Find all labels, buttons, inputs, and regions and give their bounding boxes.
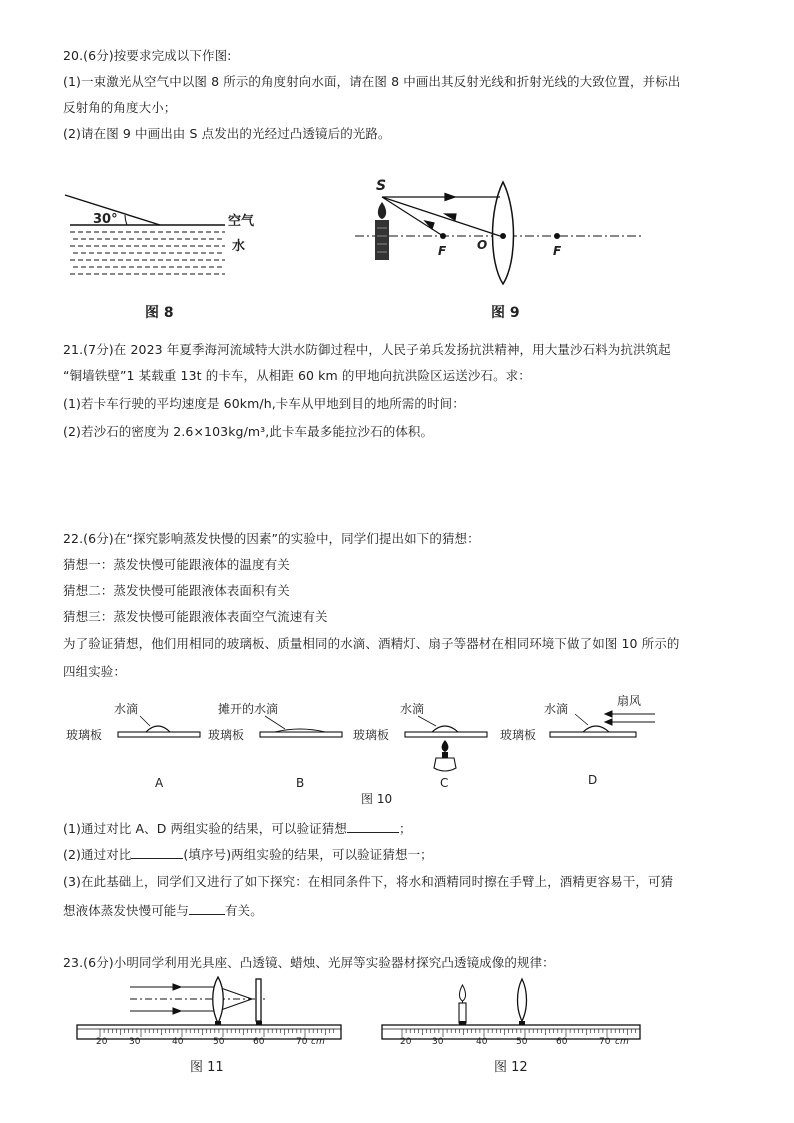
- q22-line6: 四组实验：: [63, 664, 127, 679]
- fig10-d-plate: 玻璃板: [500, 728, 537, 742]
- fig12-tick: 70: [599, 1037, 611, 1047]
- q22-q1-text: (1)通过对比 A、D 两组实验的结果，可以验证猜想: [63, 821, 347, 836]
- answer-blank[interactable]: [189, 902, 225, 915]
- q22-q3-pre: 想液体蒸发快慢可能与: [63, 903, 190, 918]
- fig10-c-plate: 玻璃板: [353, 728, 390, 742]
- fig12-caption: 图 12: [494, 1060, 528, 1075]
- fig10-b-drop: 摊开的水滴: [218, 702, 279, 716]
- light-screen: [256, 979, 261, 1021]
- fig11-tick: 70: [296, 1037, 308, 1047]
- fig10-b-label: B: [296, 776, 305, 790]
- candle: [459, 1003, 466, 1023]
- fig12-tick: 30: [432, 1037, 444, 1047]
- q22-guess3: 猜想三：蒸发快慢可能跟液体表面空气流速有关: [63, 609, 328, 624]
- fig12-unit: cm: [615, 1037, 629, 1047]
- fig10-d-label: D: [588, 773, 598, 787]
- q22-line5: 为了验证猜想，他们用相同的玻璃板、质量相同的水滴、酒精灯、扇子等器材在相同环境下做了如图 10 所示的: [63, 636, 680, 651]
- fig11-tick: 20: [96, 1037, 108, 1047]
- q22-question2: [63, 846, 433, 863]
- q22-q1-end: ；: [398, 821, 412, 836]
- q21-part2: (2)若沙石的密度为 2.6×103kg/m³,此卡车最多能拉沙石的体积。: [63, 424, 434, 439]
- q21-part1: (1)若卡车行驶的平均速度是 60km/h,卡车从甲地到目的地所需的时间：: [63, 396, 465, 411]
- drop-a: [146, 726, 170, 732]
- drop-d: [583, 726, 609, 732]
- fan-wind-arrows: [605, 711, 655, 725]
- candle-flame: [459, 985, 465, 1001]
- q22-question1: [63, 820, 412, 837]
- fig10-c-label: C: [440, 776, 449, 790]
- q21-line1: 21.(7分)在 2023 年夏季海河流域特大洪水防御过程中，人民子弟兵发扬抗洪精神，用大量沙石料为抗洪筑起: [63, 342, 671, 357]
- figure-8: [65, 185, 260, 285]
- fig11-tick: 30: [129, 1037, 141, 1047]
- fig8-water-label: 水: [232, 239, 246, 254]
- q22-question3-line2: [63, 902, 263, 919]
- q23-line1: 23.(6分)小明同学利用光具座、凸透镜、蜡烛、光屏等实验器材探究凸透镜成像的规律：: [63, 955, 555, 970]
- fig10-a-plate: 玻璃板: [66, 728, 103, 742]
- fig8-caption: 图 8: [145, 305, 174, 321]
- plate-c: [405, 732, 487, 737]
- fig11-tick: 40: [172, 1037, 184, 1047]
- fig11-caption: 图 11: [190, 1060, 224, 1075]
- q22-line1: 22.(6分)在“探究影响蒸发快慢的因素”的实验中，同学们提出如下的猜想：: [63, 531, 480, 546]
- fig10-d-fan: 扇风: [617, 694, 642, 708]
- plate-a: [118, 732, 200, 737]
- candle-flame: [378, 202, 386, 219]
- q22-guess2: 猜想二：蒸发快慢可能跟液体表面积有关: [63, 583, 290, 598]
- fig10-a-label: A: [155, 776, 164, 790]
- fig8-angle-label: 30°: [93, 212, 118, 227]
- fig8-air-label: 空气: [228, 214, 255, 229]
- water-hatching: [70, 232, 225, 274]
- candle-body: [375, 220, 389, 260]
- fig12-tick: 40: [476, 1037, 488, 1047]
- q22-q2-post: (填序号)两组实验的结果，可以验证猜想一；: [183, 847, 433, 862]
- fig9-s-label: S: [376, 178, 387, 194]
- fig12-tick: 20: [400, 1037, 412, 1047]
- fig11-tick: 50: [213, 1037, 225, 1047]
- answer-blank[interactable]: [131, 846, 183, 859]
- fig9-f2-label: F: [553, 244, 562, 258]
- answer-blank[interactable]: [347, 820, 399, 833]
- fig9-o-label: O: [477, 238, 488, 252]
- fig10-caption: 图 10: [361, 792, 393, 806]
- q22-guess1: 猜想一：蒸发快慢可能跟液体的温度有关: [63, 557, 290, 572]
- plate-d: [550, 732, 636, 737]
- fig10-b-plate: 玻璃板: [208, 728, 245, 742]
- fig10-d-drop: 水滴: [544, 702, 569, 716]
- fig10-c-drop: 水滴: [400, 702, 425, 716]
- fig12-tick: 60: [556, 1037, 568, 1047]
- plate-b: [260, 732, 342, 737]
- q22-q2-pre: (2)通过对比: [63, 847, 132, 862]
- fig11-tick: 60: [253, 1037, 265, 1047]
- q20-part1-line2: 反射角的角度大小；: [63, 100, 177, 115]
- drop-b: [275, 729, 325, 732]
- q22-q3-post: 有关。: [225, 903, 263, 918]
- alcohol-lamp: [434, 740, 456, 771]
- q22-question3-line1: (3)在此基础上，同学们又进行了如下探究：在相同条件下，将水和酒精同时擦在手臂上，酒精更容易干，可猜: [63, 874, 674, 889]
- fig12-tick: 50: [516, 1037, 528, 1047]
- figure-9: [355, 180, 645, 285]
- fig10-a-drop: 水滴: [114, 702, 139, 716]
- fig11-unit: cm: [311, 1037, 325, 1047]
- q21-line2: “铜墙铁壁”1 某载重 13t 的卡车，从相距 60 km 的甲地向抗洪险区运送沙石。求：: [63, 368, 531, 383]
- q20-part2: (2)请在图 9 中画出由 S 点发出的光经过凸透镜后的光路。: [63, 126, 391, 141]
- q20-part1-line1: (1)一束激光从空气中以图 8 所示的角度射向水面，请在图 8 中画出其反射光线和折射光线的大致位置，并标出: [63, 74, 681, 89]
- fig9-caption: 图 9: [491, 305, 520, 321]
- q20-title: 20.(6分)按要求完成以下作图:: [63, 48, 232, 63]
- fig9-f1-label: F: [438, 244, 447, 258]
- drop-c: [432, 726, 458, 732]
